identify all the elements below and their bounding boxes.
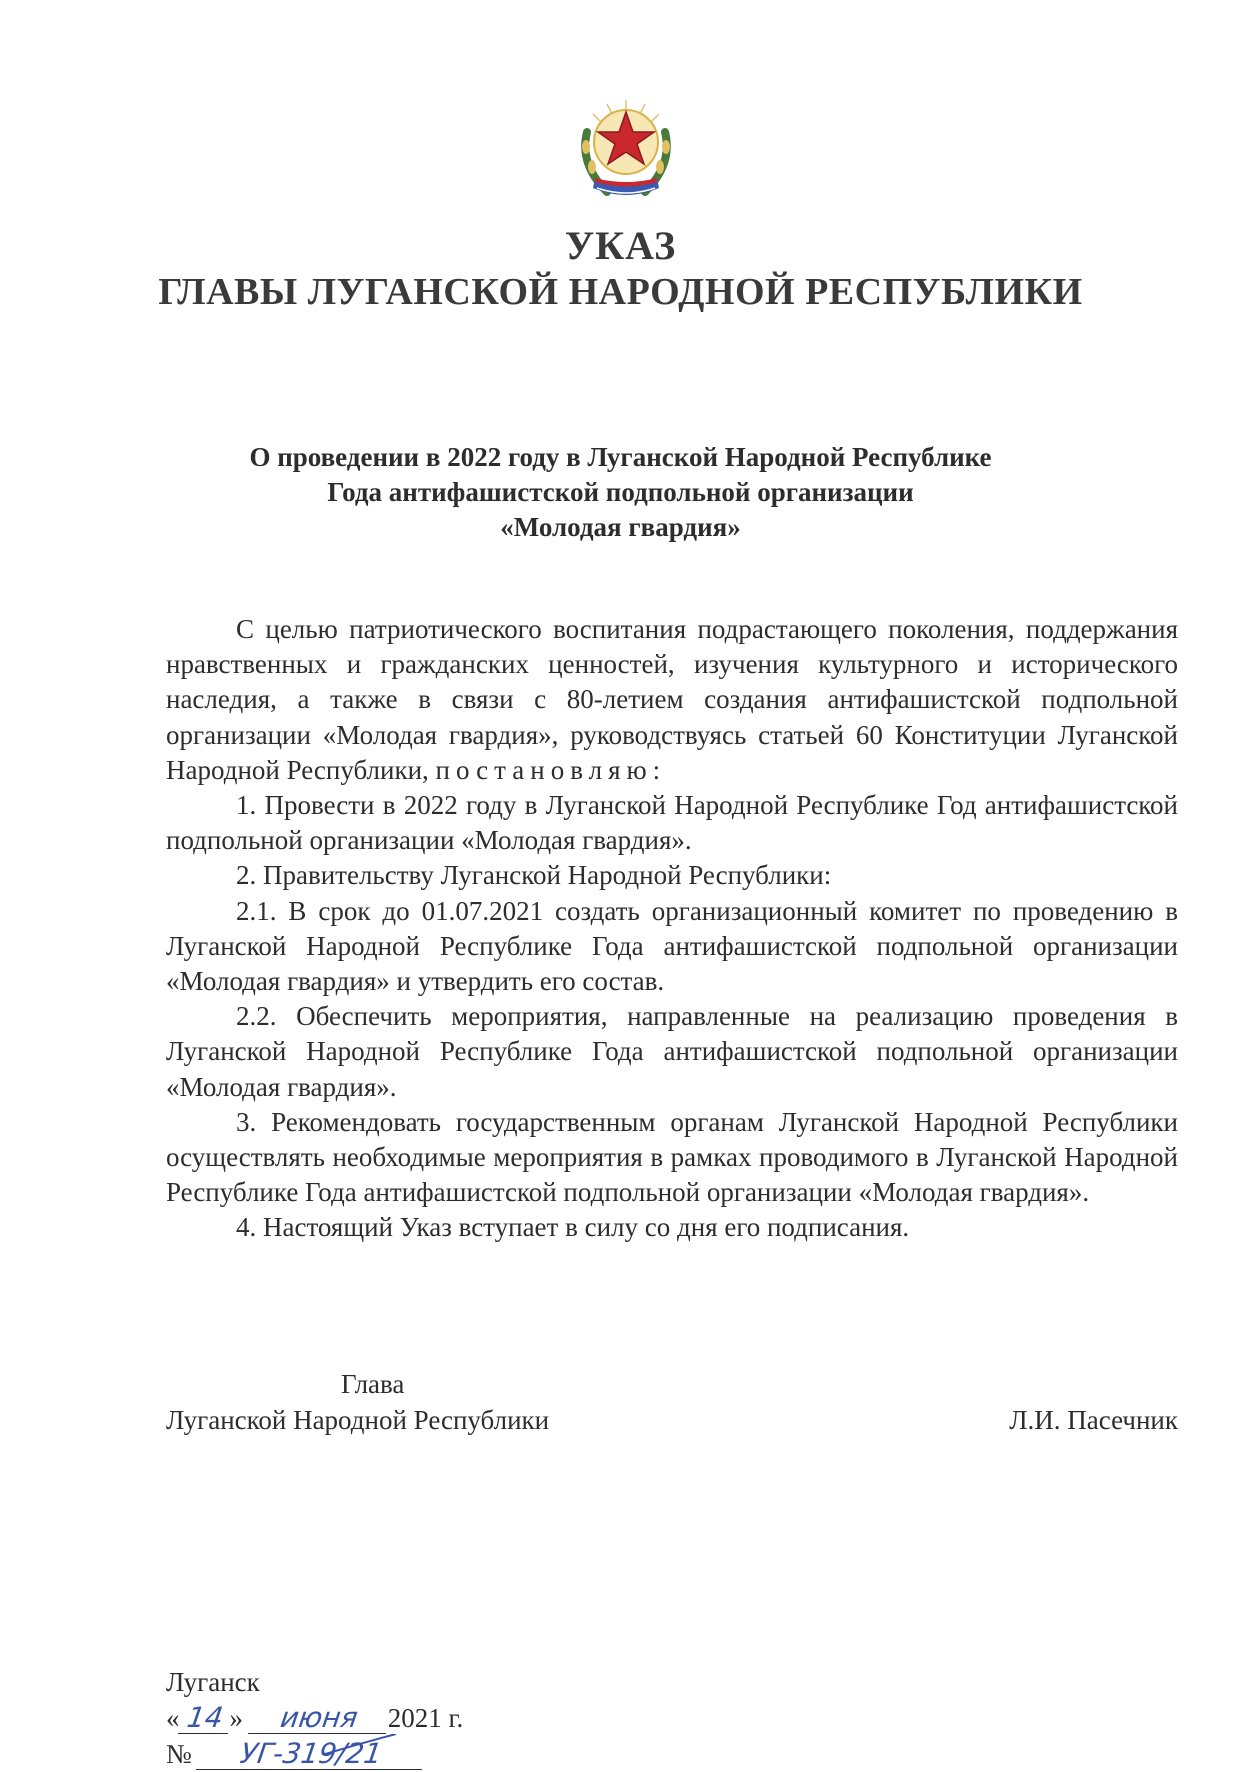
- heading-line: О проведении в 2022 году в Луганской Народной Республике: [249, 442, 992, 472]
- number-prefix: №: [166, 1739, 192, 1769]
- quote-open: «: [166, 1703, 180, 1733]
- quote-close: »: [229, 1703, 243, 1733]
- signatory-name: Л.И. Пасечник: [1009, 1405, 1178, 1435]
- city: Луганск: [166, 1667, 260, 1697]
- decree-heading: [0, 440, 1241, 545]
- decree-body: [166, 612, 1178, 1246]
- decree-item: 4. Настоящий Указ вступает в силу со дня его подписания.: [236, 1212, 910, 1243]
- signatory-position: [166, 1366, 549, 1438]
- coat-of-arms-emblem: [567, 92, 685, 214]
- decree-word: постановляю:: [435, 754, 667, 785]
- preamble-paragraph: [166, 612, 1178, 788]
- year: 2021 г.: [387, 1703, 464, 1733]
- handwritten-number: УГ-319/21: [196, 1739, 426, 1770]
- decree-item: 2.2. Обеспечить мероприятия, направленные на реализацию проведения в Луганской Народной Республике Года антифашистской подпольной организации «Молодая гвардия».: [166, 1001, 1178, 1102]
- preamble-text: С целью патриотического воспитания подрастающего поколения, поддержания нравственных и гражданских ценностей, изучения культурного и исторического наследия, а также в связи с 80-летием создания антифашистской подпольной организации «Молодая гвардия», руководствуясь статьей 60 Конституции Луганской Народной Республики,: [166, 614, 1178, 785]
- decree-issuer: ГЛАВЫ ЛУГАНСКОЙ НАРОДНОЙ РЕСПУБЛИКИ: [158, 271, 1083, 313]
- number-line: [166, 1736, 463, 1772]
- handwritten-month: июня: [248, 1703, 390, 1734]
- decree-item: 2. Правительству Луганской Народной Республики:: [236, 860, 832, 891]
- decree-item: 2.1. В срок до 01.07.2021 создать организационный комитет по проведению в Луганской Народной Республике Года антифашистской подпольной организации «Молодая гвардия» и утвердить его состав.: [166, 895, 1178, 997]
- position-title: Глава: [341, 1369, 405, 1399]
- heading-line: Года антифашистской подпольной организации: [327, 477, 914, 507]
- decree-item: 1. Провести в 2022 году в Луганской Народной Республике Год антифашистской подпольной организации «Молодая гвардия».: [166, 790, 1178, 856]
- decree-footer: [166, 1664, 463, 1772]
- heading-line: «Молодая гвардия»: [500, 512, 741, 542]
- date-line: [166, 1700, 463, 1736]
- pen-stroke-mark: [318, 1734, 398, 1755]
- decree-item: 3. Рекомендовать государственным органам Луганской Народной Республики осуществлять необходимые мероприятия в рамках проводимого в Луганской Народной Республике Года антифашистской подпольной организации «Молодая гвардия».: [166, 1106, 1178, 1208]
- position-org: Луганской Народной Республики: [166, 1405, 550, 1435]
- handwritten-day: 14: [177, 1703, 231, 1734]
- decree-title: УКАЗ: [564, 223, 677, 268]
